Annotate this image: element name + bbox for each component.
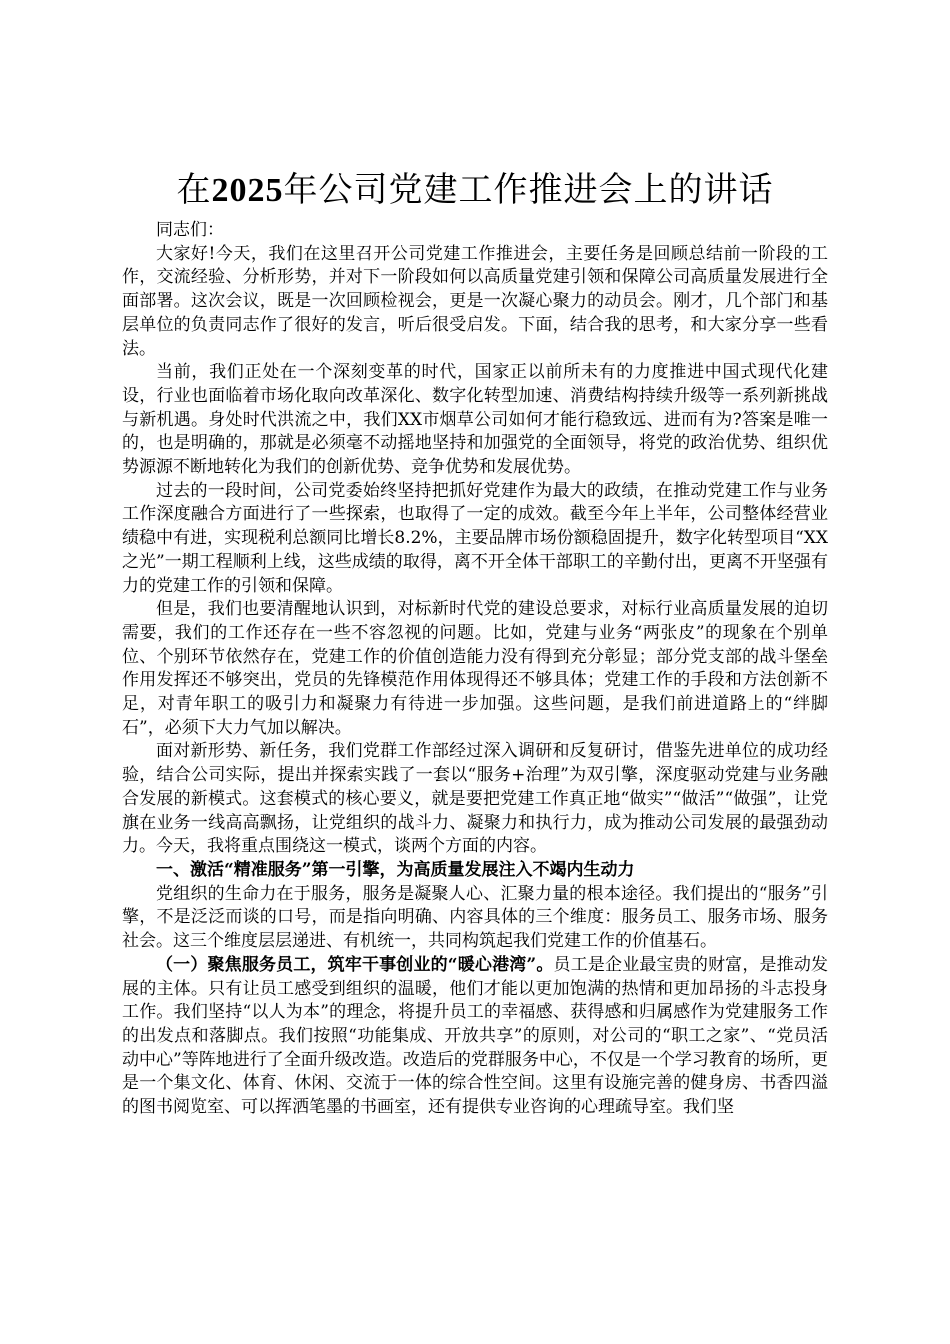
subsection-heading: （一）聚焦服务员工，筑牢干事创业的“暖心港湾”。 [156,954,554,975]
subsection-text: 员工是企业最宝贵的财富，是推动发展的主体。只有让员工感受到组织的温暖，他们才能以更加饱满的热情和更加昂扬的斗志投身工作。我们坚持“以人为本”的理念，将提升员工的幸福感、获得感和归属感作为党建服务工作的出发点和落脚点。我们按照“功能集成、开放共享”的原则，对公司的“职工之家”、“党员活动中心”等阵地进行了全面升级改造。改造后的党群服务中心，不仅是一个学习教育的场所，更是一个集文化、体育、休闲、交流于一体的综合性空间。这里有设施完善的健身房、书香四溢的图书阅览室、可以挥洒笔墨的书画室，还有提供专业咨询的心理疏导室。我们坚 [122,954,829,1118]
paragraph-context: 当前，我们正处在一个深刻变革的时代，国家正以前所未有的力度推进中国式现代化建设，行业也面临着市场化取向改革深化、数字化转型加速、消费结构持续升级等一系列新挑战与新机遇。身处时代洪流之中，我们XX市烟草公司如何才能行稳致远、进而有为?答案是唯一的，也是明确的，那就是必须毫不动摇地坚持和加强党的全面领导，将党的政治优势、组织优势源源不断地转化为我们的创新优势、竞争优势和发展优势。 [122,362,828,478]
subsection-paragraph [122,954,828,1120]
paragraph-achievements: 过去的一段时间，公司党委始终坚持把抓好党建作为最大的政绩，在推动党建工作与业务工作深度融合方面进行了一些探索，也取得了一定的成效。截至今年上半年，公司整体经营业绩稳中有进，实现税利总额同比增长8.2%，主要品牌市场份额稳固提升，数字化转型项目“XX之光”一期工程顺利上线，这些成绩的取得，离不开全体干部职工的辛勤付出，更离不开坚强有力的党建工作的引领和保障。 [122,480,828,596]
title-prefix: 在 [176,170,212,210]
paragraph-new-model: 面对新形势、新任务，我们党群工作部经过深入调研和反复研讨，借鉴先进单位的成功经验，结合公司实际，提出并探索实践了一套以“服务+治理”为双引擎，深度驱动党建与业务融合发展的新模式。这套模式的核心要义，就是要把党建工作真正地“做实”“做活”“做强”，让党旗在业务一线高高飘扬，让党组织的战斗力、凝聚力和执行力，成为推动公司发展的最强劲动力。今天，我将重点围绕这一模式，谈两个方面的内容。 [122,741,828,857]
title-year: 2025 [211,172,284,209]
greeting: 同志们： [156,220,224,240]
document-title [122,168,828,213]
section-paragraph: 党组织的生命力在于服务，服务是凝聚人心、汇聚力量的根本途径。我们提出的“服务”引擎，不是泛泛而谈的口号，而是指向明确、内容具体的三个维度：服务员工、服务市场、服务社会。这三个维度层层递进、有机统一，共同构筑起我们党建工作的价值基石。 [122,883,828,952]
title-suffix: 年公司党建工作推进会上的讲话 [283,170,774,210]
paragraph-opening: 大家好!今天，我们在这里召开公司党建工作推进会，主要任务是回顾总结前一阶段的工作，交流经验、分析形势，并对下一阶段如何以高质量党建引领和保障公司高质量发展进行全面部署。这次会议，既是一次回顾检视会，更是一次凝心聚力的动员会。刚才，几个部门和基层单位的负责同志作了很好的发言，听后很受启发。下面，结合我的思考，和大家分享一些看法。 [122,243,828,359]
section-heading: 一、激活“精准服务”第一引擎，为高质量发展注入不竭内生动力 [156,859,635,880]
paragraph-problems: 但是，我们也要清醒地认识到，对标新时代党的建设总要求，对标行业高质量发展的迫切需要，我们的工作还存在一些不容忽视的问题。比如，党建与业务“两张皮”的现象在个别单位、个别环节依然存在，党建工作的价值创造能力没有得到充分彰显；部分党支部的战斗堡垒作用发挥还不够突出，党员的先锋模范作用体现得还不够具体；党建工作的手段和方法创新不足，对青年职工的吸引力和凝聚力有待进一步加强。这些问题，是我们前进道路上的“绊脚石”，必须下大力气加以解决。 [122,599,828,738]
document-page [122,168,828,1120]
